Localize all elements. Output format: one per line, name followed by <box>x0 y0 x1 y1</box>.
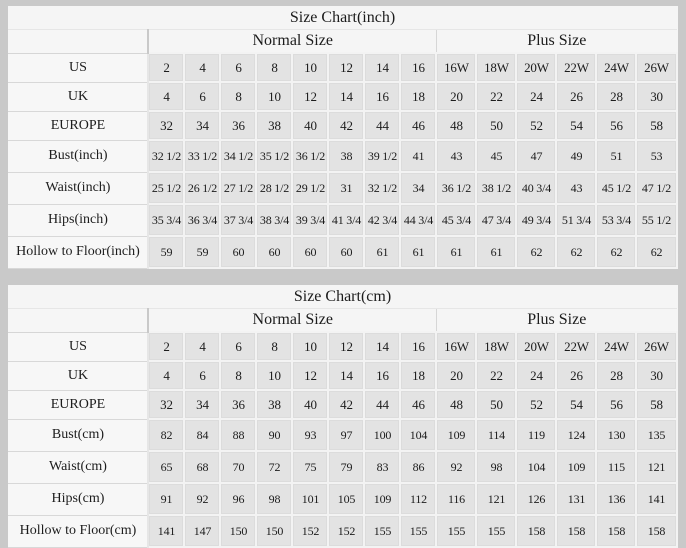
size-cell: 114 <box>476 419 516 451</box>
row-label: Waist(cm) <box>8 451 148 483</box>
size-cell: 121 <box>636 451 676 483</box>
size-cell: 136 <box>596 483 636 515</box>
size-cell: 155 <box>364 515 400 547</box>
size-cell: 6 <box>184 361 220 390</box>
size-cell: 32 1/2 <box>364 172 400 204</box>
size-cell: 101 <box>292 483 328 515</box>
size-cell: 28 <box>596 82 636 111</box>
size-cell: 98 <box>476 451 516 483</box>
plus-size-header: Plus Size <box>436 309 676 333</box>
size-cell: 155 <box>476 515 516 547</box>
size-cell: 60 <box>220 236 256 268</box>
table-row <box>8 172 676 204</box>
table-row <box>8 140 676 172</box>
size-cell: 91 <box>148 483 184 515</box>
size-cell: 60 <box>256 236 292 268</box>
size-cell: 38 <box>256 111 292 140</box>
row-label: Bust(cm) <box>8 419 148 451</box>
row-label: Hips(inch) <box>8 204 148 236</box>
size-cell: 90 <box>256 419 292 451</box>
size-cell: 12 <box>292 361 328 390</box>
size-cell: 44 <box>364 111 400 140</box>
row-label: Hollow to Floor(cm) <box>8 515 148 547</box>
size-chart-cm-table <box>8 285 677 548</box>
size-cell: 47 1/2 <box>636 172 676 204</box>
size-cell: 51 3/4 <box>556 204 596 236</box>
size-cell: 12 <box>328 332 364 361</box>
size-cell: 65 <box>148 451 184 483</box>
size-cell: 86 <box>400 451 436 483</box>
size-cell: 150 <box>220 515 256 547</box>
size-cell: 56 <box>596 390 636 419</box>
size-cell: 42 <box>328 390 364 419</box>
size-cell: 31 <box>328 172 364 204</box>
size-cell: 22 <box>476 82 516 111</box>
table-row <box>8 361 676 390</box>
size-cell: 135 <box>636 419 676 451</box>
size-cell: 34 <box>184 390 220 419</box>
size-cell: 96 <box>220 483 256 515</box>
size-cell: 72 <box>256 451 292 483</box>
size-cell: 45 1/2 <box>596 172 636 204</box>
size-cell: 92 <box>184 483 220 515</box>
size-cell: 38 3/4 <box>256 204 292 236</box>
size-cell: 27 1/2 <box>220 172 256 204</box>
size-cell: 82 <box>148 419 184 451</box>
size-cell: 18 <box>400 361 436 390</box>
size-cell: 36 1/2 <box>436 172 476 204</box>
size-cell: 61 <box>476 236 516 268</box>
size-cell: 22W <box>556 53 596 82</box>
size-cell: 26 1/2 <box>184 172 220 204</box>
size-cell: 49 3/4 <box>516 204 556 236</box>
table-title: Size Chart(inch) <box>8 6 676 30</box>
size-cell: 10 <box>256 361 292 390</box>
size-cell: 155 <box>436 515 476 547</box>
size-cell: 24 <box>516 82 556 111</box>
size-cell: 158 <box>596 515 636 547</box>
size-cell: 29 1/2 <box>292 172 328 204</box>
table-row <box>8 236 676 268</box>
size-cell: 4 <box>148 361 184 390</box>
size-cell: 38 1/2 <box>476 172 516 204</box>
size-cell: 24 <box>516 361 556 390</box>
size-cell: 116 <box>436 483 476 515</box>
size-cell: 44 3/4 <box>400 204 436 236</box>
size-cell: 28 1/2 <box>256 172 292 204</box>
size-cell: 88 <box>220 419 256 451</box>
size-cell: 112 <box>400 483 436 515</box>
size-cell: 56 <box>596 111 636 140</box>
size-cell: 53 3/4 <box>596 204 636 236</box>
size-cell: 52 <box>516 390 556 419</box>
size-cell: 59 <box>148 236 184 268</box>
size-cell: 2 <box>148 53 184 82</box>
size-cell: 8 <box>256 332 292 361</box>
row-label: US <box>8 53 148 82</box>
size-cell: 60 <box>328 236 364 268</box>
title-row <box>8 285 676 309</box>
table-row <box>8 451 676 483</box>
size-cell: 35 1/2 <box>256 140 292 172</box>
row-label: UK <box>8 82 148 111</box>
table-row <box>8 204 676 236</box>
title-row <box>8 6 676 30</box>
size-cell: 39 1/2 <box>364 140 400 172</box>
size-cell: 16 <box>400 332 436 361</box>
size-cell: 10 <box>256 82 292 111</box>
size-cell: 62 <box>556 236 596 268</box>
size-cell: 6 <box>220 53 256 82</box>
size-cell: 97 <box>328 419 364 451</box>
size-cell: 45 <box>476 140 516 172</box>
size-cell: 10 <box>292 53 328 82</box>
table-row <box>8 483 676 515</box>
corner-cell <box>8 309 148 333</box>
size-cell: 40 <box>292 111 328 140</box>
size-cell: 104 <box>516 451 556 483</box>
size-cell: 54 <box>556 390 596 419</box>
row-label: UK <box>8 361 148 390</box>
size-cell: 18 <box>400 82 436 111</box>
size-cell: 60 <box>292 236 328 268</box>
size-cell: 10 <box>292 332 328 361</box>
row-label: EUROPE <box>8 390 148 419</box>
size-cell: 61 <box>364 236 400 268</box>
size-cell: 141 <box>148 515 184 547</box>
size-cell: 8 <box>256 53 292 82</box>
size-cell: 121 <box>476 483 516 515</box>
size-cell: 20 <box>436 361 476 390</box>
size-cell: 34 <box>184 111 220 140</box>
size-cell: 14 <box>364 53 400 82</box>
size-cell: 58 <box>636 390 676 419</box>
size-cell: 8 <box>220 361 256 390</box>
size-cell: 49 <box>556 140 596 172</box>
size-cell: 48 <box>436 390 476 419</box>
size-cell: 79 <box>328 451 364 483</box>
size-cell: 43 <box>436 140 476 172</box>
size-cell: 28 <box>596 361 636 390</box>
size-cell: 4 <box>148 82 184 111</box>
size-cell: 35 3/4 <box>148 204 184 236</box>
row-label: Bust(inch) <box>8 140 148 172</box>
size-cell: 93 <box>292 419 328 451</box>
size-cell: 39 3/4 <box>292 204 328 236</box>
size-cell: 51 <box>596 140 636 172</box>
size-cell: 126 <box>516 483 556 515</box>
size-cell: 68 <box>184 451 220 483</box>
size-cell: 158 <box>556 515 596 547</box>
size-cell: 109 <box>364 483 400 515</box>
size-cell: 40 3/4 <box>516 172 556 204</box>
size-cell: 2 <box>148 332 184 361</box>
size-cell: 50 <box>476 390 516 419</box>
size-cell: 41 <box>400 140 436 172</box>
size-cell: 14 <box>364 332 400 361</box>
size-cell: 46 <box>400 111 436 140</box>
size-cell: 22W <box>556 332 596 361</box>
size-cell: 53 <box>636 140 676 172</box>
size-cell: 98 <box>256 483 292 515</box>
row-label: Hollow to Floor(inch) <box>8 236 148 268</box>
size-cell: 47 3/4 <box>476 204 516 236</box>
size-cell: 26 <box>556 82 596 111</box>
size-cell: 61 <box>400 236 436 268</box>
table-row <box>8 111 676 140</box>
corner-cell <box>8 30 148 54</box>
normal-size-header: Normal Size <box>148 30 436 54</box>
size-cell: 42 <box>328 111 364 140</box>
size-cell: 18W <box>476 53 516 82</box>
table-row <box>8 53 676 82</box>
size-cell: 44 <box>364 390 400 419</box>
size-cell: 47 <box>516 140 556 172</box>
size-cell: 24W <box>596 53 636 82</box>
group-header-row <box>8 309 676 333</box>
size-cell: 152 <box>292 515 328 547</box>
size-cell: 6 <box>184 82 220 111</box>
plus-size-header: Plus Size <box>436 30 676 54</box>
size-cell: 55 1/2 <box>636 204 676 236</box>
size-cell: 40 <box>292 390 328 419</box>
size-cell: 16W <box>436 332 476 361</box>
size-cell: 50 <box>476 111 516 140</box>
size-cell: 16 <box>364 361 400 390</box>
size-cell: 42 3/4 <box>364 204 400 236</box>
size-charts <box>8 6 678 548</box>
size-cell: 75 <box>292 451 328 483</box>
size-cell: 16 <box>364 82 400 111</box>
size-cell: 105 <box>328 483 364 515</box>
size-cell: 155 <box>400 515 436 547</box>
row-label: US <box>8 332 148 361</box>
size-cell: 58 <box>636 111 676 140</box>
size-cell: 4 <box>184 332 220 361</box>
size-cell: 59 <box>184 236 220 268</box>
size-cell: 16 <box>400 53 436 82</box>
table-row <box>8 332 676 361</box>
size-cell: 62 <box>516 236 556 268</box>
size-cell: 62 <box>596 236 636 268</box>
size-chart-inch-table <box>8 6 677 269</box>
size-cell: 130 <box>596 419 636 451</box>
size-cell: 34 1/2 <box>220 140 256 172</box>
size-cell: 36 1/2 <box>292 140 328 172</box>
row-label: EUROPE <box>8 111 148 140</box>
size-cell: 84 <box>184 419 220 451</box>
size-cell: 34 <box>400 172 436 204</box>
size-cell: 26W <box>636 53 676 82</box>
size-cell: 14 <box>328 82 364 111</box>
size-cell: 14 <box>328 361 364 390</box>
size-cell: 25 1/2 <box>148 172 184 204</box>
size-cell: 109 <box>436 419 476 451</box>
size-cell: 37 3/4 <box>220 204 256 236</box>
size-cell: 45 3/4 <box>436 204 476 236</box>
size-cell: 26 <box>556 361 596 390</box>
size-cell: 119 <box>516 419 556 451</box>
size-cell: 83 <box>364 451 400 483</box>
size-cell: 124 <box>556 419 596 451</box>
size-cell: 32 <box>148 111 184 140</box>
size-cell: 131 <box>556 483 596 515</box>
size-cell: 20W <box>516 53 556 82</box>
size-cell: 52 <box>516 111 556 140</box>
size-cell: 4 <box>184 53 220 82</box>
size-cell: 141 <box>636 483 676 515</box>
size-cell: 36 <box>220 390 256 419</box>
size-cell: 46 <box>400 390 436 419</box>
size-cell: 22 <box>476 361 516 390</box>
size-cell: 30 <box>636 361 676 390</box>
normal-size-header: Normal Size <box>148 309 436 333</box>
size-cell: 54 <box>556 111 596 140</box>
table-row <box>8 419 676 451</box>
size-cell: 24W <box>596 332 636 361</box>
size-cell: 158 <box>636 515 676 547</box>
size-cell: 36 <box>220 111 256 140</box>
size-cell: 115 <box>596 451 636 483</box>
size-cell: 43 <box>556 172 596 204</box>
size-cell: 92 <box>436 451 476 483</box>
size-cell: 30 <box>636 82 676 111</box>
table-row <box>8 82 676 111</box>
size-cell: 32 1/2 <box>148 140 184 172</box>
table-row <box>8 390 676 419</box>
size-cell: 20W <box>516 332 556 361</box>
size-cell: 104 <box>400 419 436 451</box>
size-cell: 6 <box>220 332 256 361</box>
table-title: Size Chart(cm) <box>8 285 676 309</box>
size-cell: 38 <box>256 390 292 419</box>
row-label: Waist(inch) <box>8 172 148 204</box>
size-cell: 32 <box>148 390 184 419</box>
size-cell: 38 <box>328 140 364 172</box>
size-cell: 12 <box>292 82 328 111</box>
size-cell: 150 <box>256 515 292 547</box>
size-cell: 61 <box>436 236 476 268</box>
size-cell: 48 <box>436 111 476 140</box>
size-cell: 33 1/2 <box>184 140 220 172</box>
size-cell: 62 <box>636 236 676 268</box>
size-cell: 158 <box>516 515 556 547</box>
size-cell: 41 3/4 <box>328 204 364 236</box>
size-cell: 16W <box>436 53 476 82</box>
size-cell: 100 <box>364 419 400 451</box>
size-cell: 12 <box>328 53 364 82</box>
size-cell: 36 3/4 <box>184 204 220 236</box>
size-cell: 70 <box>220 451 256 483</box>
group-header-row <box>8 30 676 54</box>
table-row <box>8 515 676 547</box>
size-cell: 8 <box>220 82 256 111</box>
row-label: Hips(cm) <box>8 483 148 515</box>
size-cell: 109 <box>556 451 596 483</box>
size-cell: 20 <box>436 82 476 111</box>
size-cell: 152 <box>328 515 364 547</box>
size-cell: 26W <box>636 332 676 361</box>
size-cell: 147 <box>184 515 220 547</box>
size-cell: 18W <box>476 332 516 361</box>
